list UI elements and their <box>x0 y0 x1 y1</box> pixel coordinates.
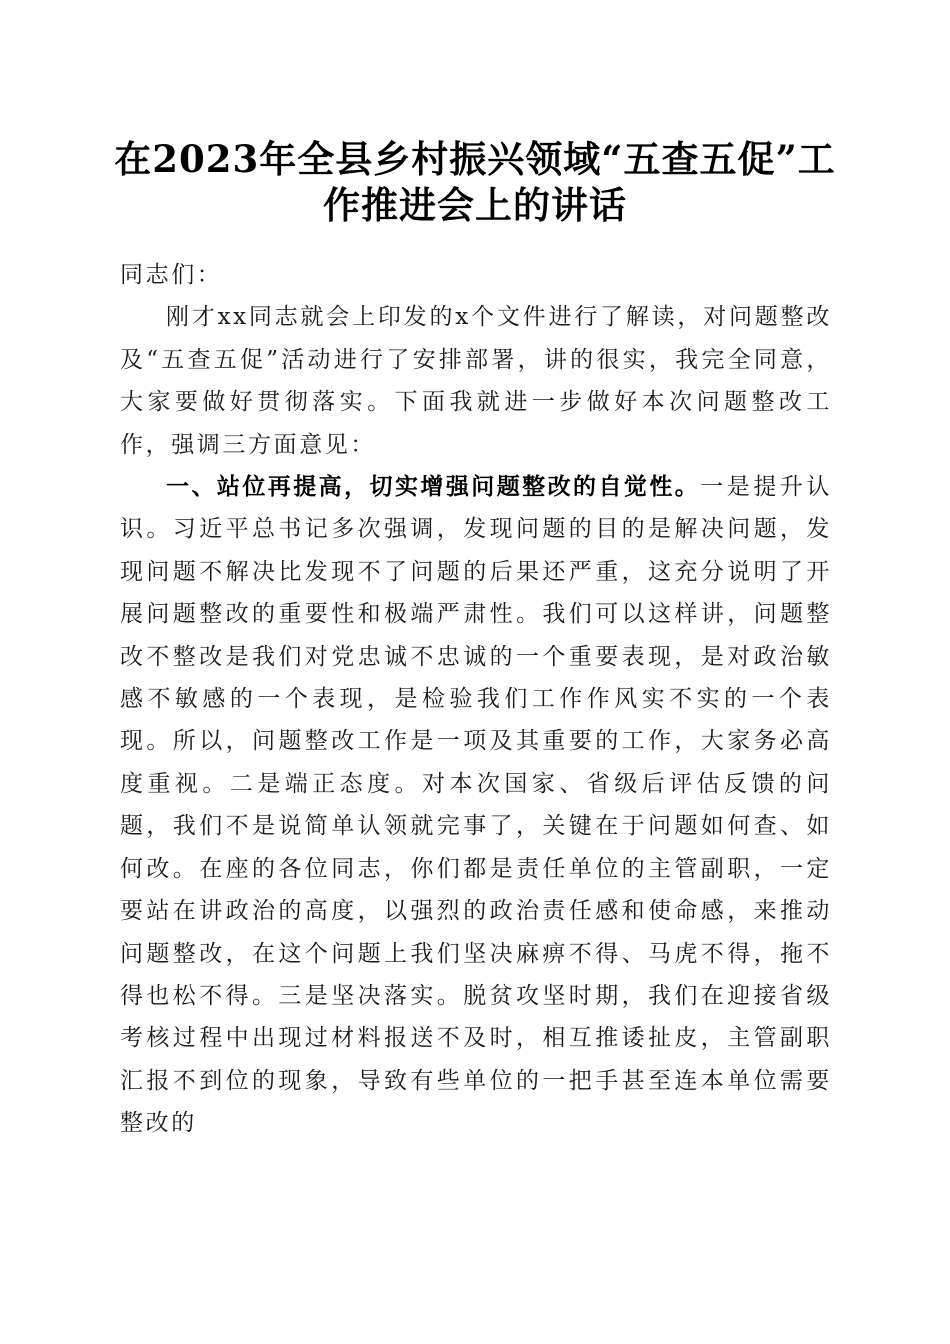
opening-paragraph: 刚才xx同志就会上印发的x个文件进行了解读，对问题整改及“五查五促”活动进行了安排部署，讲的很实，我完全同意，大家要做好贯彻落实。下面我就进一步做好本次问题整改工作，强调三方面意见： <box>120 304 832 458</box>
document-body <box>120 254 832 1145</box>
section-1-text: 一是提升认识。习近平总书记多次强调，发现问题的目的是解决问题，发现问题不解决比发现不了问题的后果还严重，这充分说明了开展问题整改的重要性和极端严肃性。我们可以这样讲，问题整改不整改是我们对党忠诚不忠诚的一个重要表现，是对政治敏感不敏感的一个表现，是检验我们工作作风实不实的一个表现。所以，问题整改工作是一项及其重要的工作，大家务必高度重视。二是端正态度。对本次国家、省级后评估反馈的问题，我们不是说简单认领就完事了，关键在于问题如何查、如何改。在座的各位同志，你们都是责任单位的主管副职，一定要站在讲政治的高度，以强烈的政治责任感和使命感，来推动问题整改，在这个问题上我们坚决麻痹不得、马虎不得，拖不得也松不得。三是坚决落实。脱贫攻坚时期，我们在迎接省级考核过程中出现过材料报送不及时，相互推诿扯皮，主管副职汇报不到位的现象，导致有些单位的一把手甚至连本单位需要整改的 <box>120 474 833 1137</box>
document-title: 在2023年全县乡村振兴领域“五查五促”工作推进会上的讲话 <box>114 137 836 227</box>
greeting: 同志们： <box>120 262 223 288</box>
section-1-paragraph <box>120 466 832 1145</box>
section-1-heading: 一、站位再提高，切实增强问题整改的自觉性。 <box>166 474 701 501</box>
